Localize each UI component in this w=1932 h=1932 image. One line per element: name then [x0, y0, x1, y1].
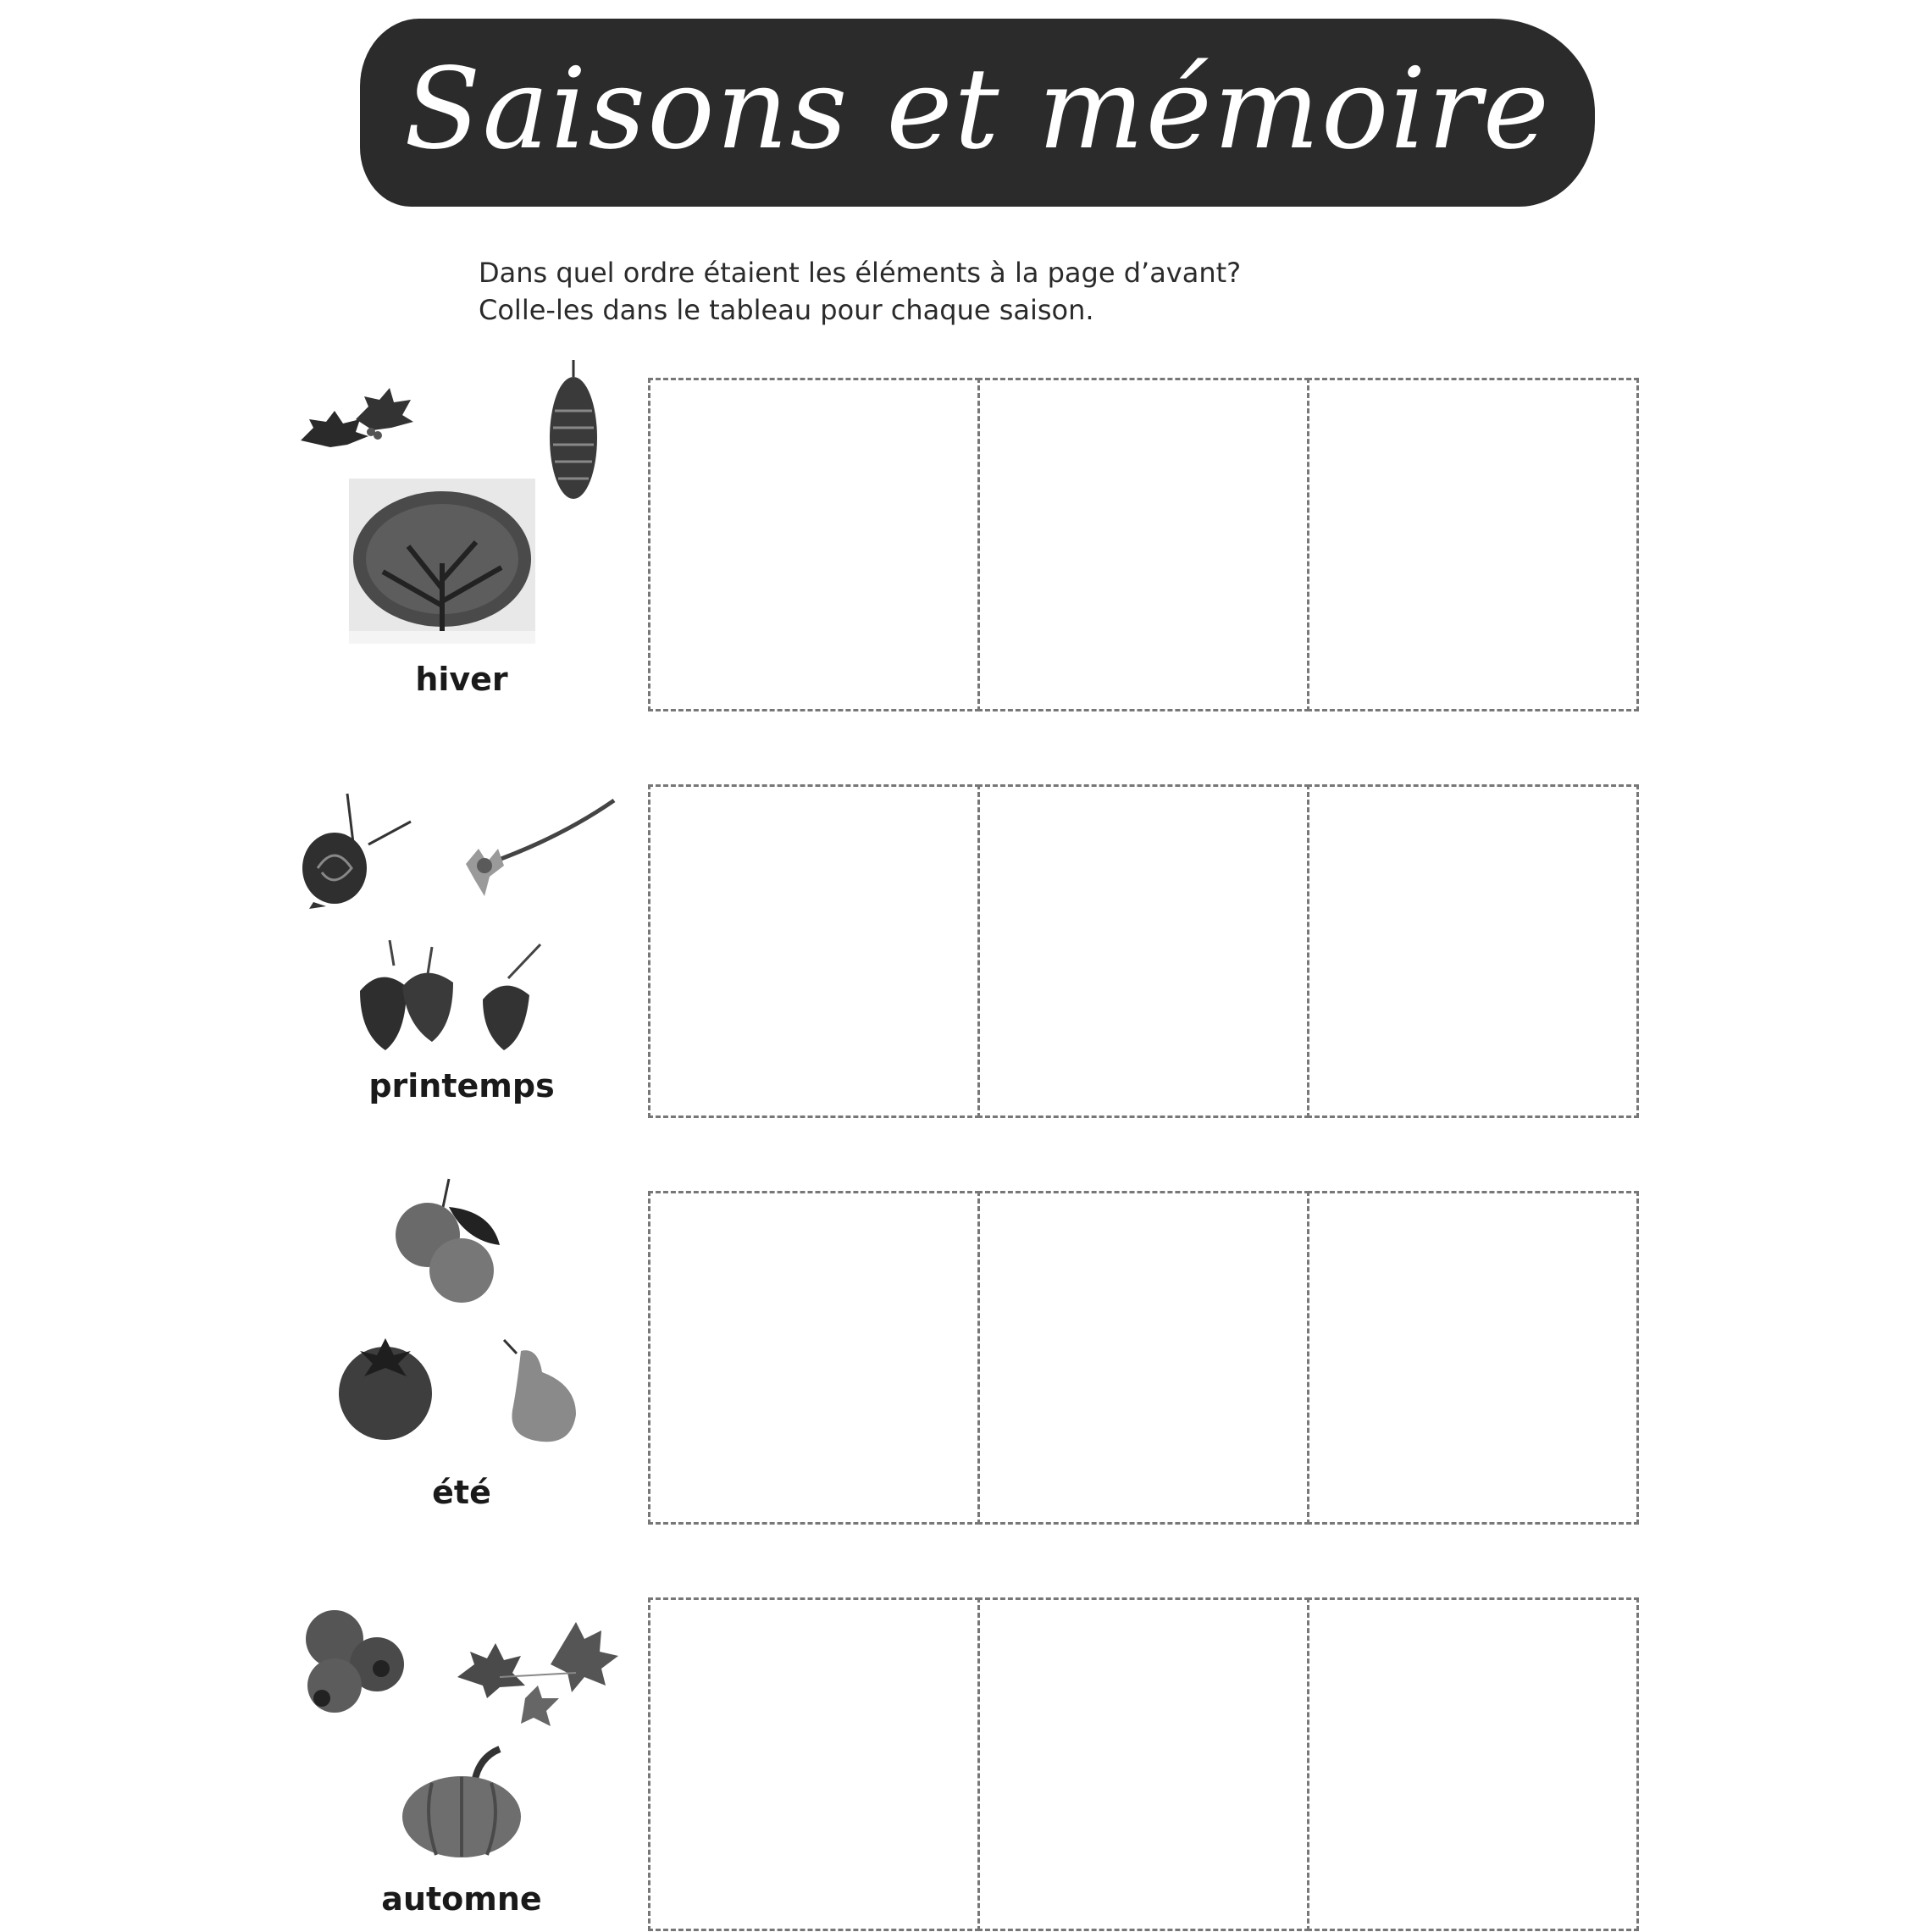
season-row-printemps [0, 762, 1932, 1104]
maple-leaves-icon [449, 1618, 623, 1728]
holly-icon [296, 381, 419, 453]
pumpkin-icon [398, 1745, 525, 1859]
paste-box[interactable] [648, 378, 980, 711]
season-label-automne: automne [381, 1880, 542, 1918]
paste-boxes-hiver [648, 378, 1639, 711]
paste-box[interactable] [977, 1597, 1309, 1931]
bare-tree-icon [349, 479, 535, 644]
paste-box[interactable] [1307, 784, 1639, 1118]
season-label-hiver: hiver [415, 661, 508, 698]
pear-icon [495, 1338, 589, 1444]
instruction-line-2: Colle-les dans le tableau pour chaque saison. [479, 294, 1094, 326]
paste-boxes-printemps [648, 784, 1639, 1118]
season-row-automne [0, 1575, 1932, 1918]
tomato-icon [335, 1330, 436, 1444]
paste-box[interactable] [1307, 1597, 1639, 1931]
paste-boxes-automne [648, 1597, 1639, 1931]
pine-cone-icon [546, 360, 601, 504]
paste-box[interactable] [977, 784, 1309, 1118]
paste-box[interactable] [1307, 378, 1639, 711]
paste-box[interactable] [648, 784, 980, 1118]
instruction-line-1: Dans quel ordre étaient les éléments à la page d’avant? [479, 257, 1242, 289]
paste-box[interactable] [1307, 1191, 1639, 1525]
paste-box[interactable] [648, 1597, 980, 1931]
page-title: Saisons et mémoire [404, 44, 1551, 174]
snail-icon [301, 792, 415, 911]
apricots-icon [390, 1177, 504, 1309]
paste-boxes-ete [648, 1191, 1639, 1525]
paste-box[interactable] [977, 1191, 1309, 1525]
season-label-ete: été [432, 1474, 491, 1511]
chestnuts-icon [296, 1605, 415, 1719]
season-row-hiver [0, 356, 1932, 698]
paste-box[interactable] [648, 1191, 980, 1525]
daffodil-icon [457, 796, 618, 906]
season-row-ete [0, 1169, 1932, 1511]
title-banner [360, 19, 1595, 207]
paste-box[interactable] [977, 378, 1309, 711]
season-label-printemps: printemps [368, 1067, 555, 1104]
instructions [479, 254, 1241, 329]
strawberries-icon [356, 940, 546, 1055]
